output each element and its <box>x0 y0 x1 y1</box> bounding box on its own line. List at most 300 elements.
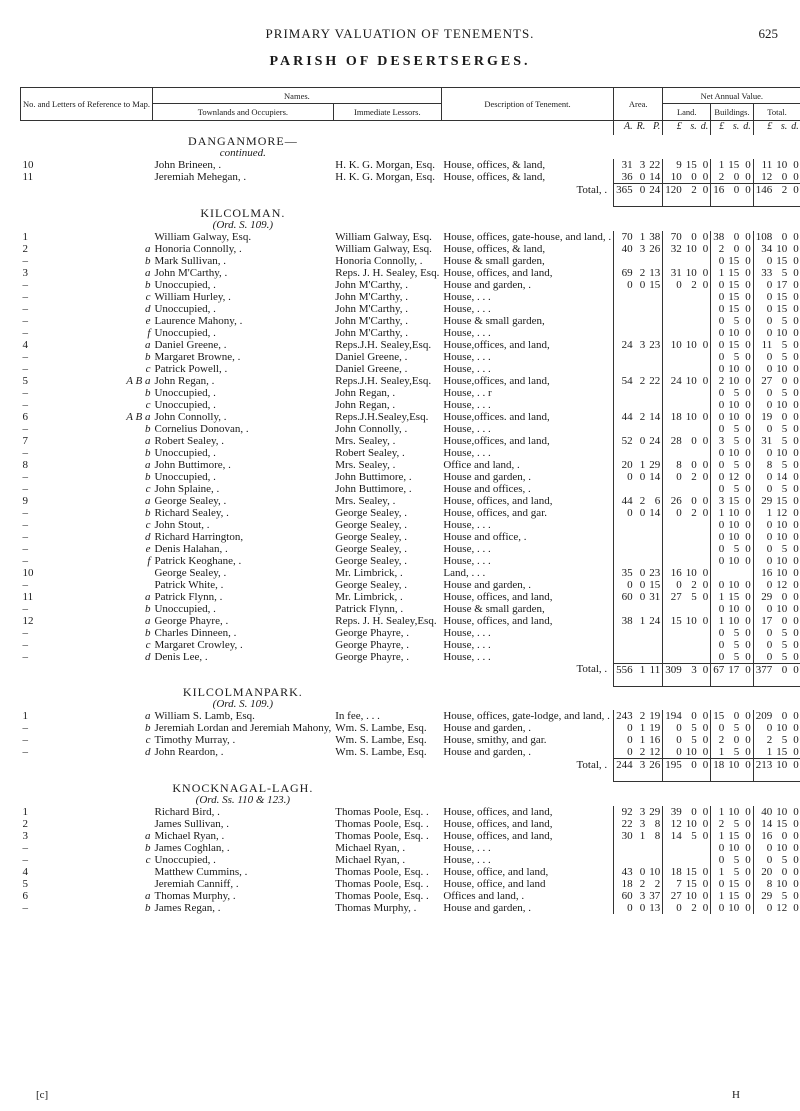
map-ref-letter: d <box>144 746 151 758</box>
map-ref-number: – <box>22 278 28 291</box>
total-land-cell: 2 <box>684 184 699 207</box>
total-value-cell: 0 <box>753 471 774 483</box>
land-value-cell: 27 <box>663 890 684 902</box>
total-value-cell: 0 <box>793 422 799 435</box>
lessor-name: Patrick Flynn, . <box>335 602 404 615</box>
occupier-name: James Regan, . <box>154 901 221 914</box>
total-value-cell: 14 <box>753 818 774 830</box>
map-ref-letter: d <box>144 530 151 543</box>
land-value-cell <box>699 255 711 267</box>
total-value-cell: 15 <box>776 254 788 267</box>
blank-cell <box>54 207 152 219</box>
area-cell: 2 <box>639 877 646 890</box>
blank-cell <box>21 147 55 159</box>
table-row <box>21 411 800 423</box>
area-cell: 38 <box>614 615 635 627</box>
tenement-description: House,offices. and land, <box>443 410 550 423</box>
occupier-name: John Buttimore, . <box>154 458 231 471</box>
tenement-description: House and office, . <box>443 530 527 543</box>
land-value-cell <box>699 842 711 854</box>
land-value-cell: 2 <box>691 278 697 291</box>
map-ref-number: – <box>22 350 28 363</box>
table-row <box>21 866 800 878</box>
tenement-description: House and garden, . <box>443 578 532 591</box>
buildings-value-cell: 0 <box>745 805 751 818</box>
buildings-value-cell: 0 <box>745 626 751 639</box>
buildings-value-cell: 0 <box>745 362 751 375</box>
buildings-value-cell: 0 <box>745 159 751 171</box>
total-value-cell: 0 <box>793 482 799 495</box>
land-value-cell: 0 <box>702 817 709 830</box>
area-cell <box>635 399 648 411</box>
area-cell: 1 <box>639 230 646 243</box>
area-cell: 2 <box>654 877 661 890</box>
total-value-cell: 0 <box>793 446 799 459</box>
tenement-description: House and garden, . <box>443 278 532 291</box>
total-bld-cell: 0 <box>741 759 753 782</box>
total-value-cell: 40 <box>753 806 774 818</box>
total-value-cell: 5 <box>781 434 788 447</box>
land-value-cell: 0 <box>663 902 684 914</box>
area-cell: 38 <box>649 230 661 243</box>
section-ordnance-row <box>21 219 800 231</box>
area-cell: 14 <box>649 470 661 483</box>
total-value-cell: 0 <box>793 650 799 663</box>
map-ref-number: – <box>22 602 28 615</box>
table-row <box>21 890 800 902</box>
total-value-cell: 0 <box>781 590 788 603</box>
land-value-cell: 0 <box>702 578 709 591</box>
buildings-value-cell: 0 <box>711 651 727 664</box>
land-value-cell <box>663 351 684 363</box>
buildings-value-cell: 0 <box>745 290 751 303</box>
lessor-name: Wm. S. Lambe, Esq. <box>335 734 427 746</box>
total-value-cell: 0 <box>753 483 774 495</box>
map-ref-letter: c <box>145 482 151 495</box>
lessor-name: George Sealey, . <box>335 542 408 555</box>
table-row <box>21 279 800 291</box>
col-description-header: Description of Tenement. <box>441 88 613 121</box>
lessor-name: John M'Carthy, . <box>335 314 409 327</box>
total-value-cell: 5 <box>781 638 788 651</box>
tenement-description: House and garden, . <box>443 470 532 483</box>
footer-signature-mark: [c] <box>36 1089 49 1101</box>
blank-cell <box>21 121 55 136</box>
table-row <box>21 878 800 890</box>
table-row <box>21 447 800 459</box>
land-value-cell <box>684 842 699 854</box>
table-row <box>21 591 800 603</box>
total-value-cell: 17 <box>753 615 774 627</box>
total-value-cell: 0 <box>793 710 799 722</box>
map-ref-letter: a <box>144 889 151 902</box>
buildings-value-cell: 5 <box>733 817 740 830</box>
total-value-cell: 29 <box>753 495 774 507</box>
tenement-description: House, offices, and land, <box>443 590 553 603</box>
land-value-cell: 0 <box>702 877 709 890</box>
blank-cell <box>333 121 441 136</box>
occupier-name: Honoria Connolly, . <box>154 242 242 255</box>
area-cell: 0 <box>639 434 646 447</box>
map-ref-letter: a <box>144 266 151 279</box>
total-bld-cell: 0 <box>726 184 741 207</box>
occupier-name: John Stout, . <box>154 518 210 531</box>
buildings-value-cell: 0 <box>745 422 751 435</box>
total-value-cell: 10 <box>776 554 788 567</box>
buildings-value-cell: 1 <box>711 159 727 171</box>
area-cell: 3 <box>639 889 646 902</box>
total-area-cell: 0 <box>635 184 648 207</box>
buildings-value-cell: 0 <box>711 291 727 303</box>
buildings-value-cell: 5 <box>733 422 740 435</box>
area-cell <box>614 603 635 615</box>
area-cell <box>647 363 663 375</box>
area-cell <box>635 842 648 854</box>
area-cell: 0 <box>614 507 635 519</box>
area-cell <box>635 363 648 375</box>
land-value-cell: 10 <box>685 566 697 579</box>
total-value-cell: 0 <box>753 519 774 531</box>
total-value-cell: 0 <box>793 829 799 842</box>
total-value-cell: 0 <box>781 410 788 423</box>
land-value-cell <box>663 627 684 639</box>
total-value-cell: 0 <box>793 386 799 399</box>
map-ref-number: 5 <box>22 877 28 890</box>
land-value-cell <box>699 327 711 339</box>
total-value-cell: 16 <box>753 567 774 579</box>
lessor-name: Thomas Poole, Esq. . <box>335 877 429 890</box>
occupier-name: John Regan, . <box>154 374 215 387</box>
tenement-description: House, . . . <box>443 350 491 363</box>
total-land-cell: 0 <box>684 759 699 782</box>
land-value-cell: 0 <box>702 614 709 627</box>
buildings-value-cell: 0 <box>711 603 727 615</box>
buildings-value-cell: 0 <box>745 171 751 183</box>
map-ref-letter <box>54 171 152 184</box>
blank-cell <box>152 663 333 686</box>
land-value-cell: 0 <box>702 159 709 171</box>
total-value-cell: 0 <box>793 350 799 363</box>
area-cell: 18 <box>614 878 635 890</box>
total-value-cell: 0 <box>793 159 799 171</box>
total-bld-cell: 0 <box>741 663 753 686</box>
buildings-value-cell: 2 <box>711 818 727 830</box>
area-cell: 26 <box>649 242 661 255</box>
table-row <box>21 710 800 722</box>
col-nav-header: Net Annual Value. <box>663 88 800 104</box>
tenement-description: House, . . . <box>443 362 491 375</box>
total-value-cell: 0 <box>793 506 799 519</box>
land-value-cell: 0 <box>702 266 709 279</box>
lessor-name: Honoria Connolly, . <box>335 254 423 267</box>
buildings-value-cell: 0 <box>711 447 727 459</box>
land-value-cell <box>663 555 684 567</box>
buildings-value-cell: 15 <box>728 889 740 902</box>
lessor-name: George Phayre, . <box>335 638 409 651</box>
buildings-value-cell: 10 <box>728 506 740 519</box>
area-cell: 0 <box>614 722 635 734</box>
area-cell: 54 <box>614 375 635 387</box>
tenement-description: House, offices, & land, <box>443 242 546 255</box>
land-value-cell <box>699 651 711 664</box>
lessor-name: Daniel Greene, . <box>335 362 408 375</box>
total-value-cell: 10 <box>776 159 788 171</box>
land-value-cell <box>699 627 711 639</box>
table-row <box>21 159 800 171</box>
buildings-value-cell: 0 <box>711 854 727 866</box>
lessor-name: John M'Carthy, . <box>335 290 409 303</box>
area-cell <box>647 327 663 339</box>
land-value-cell <box>684 387 699 399</box>
land-value-cell <box>699 351 711 363</box>
land-value-cell <box>684 423 699 435</box>
lessor-name: H. K. G. Morgan, Esq. <box>335 159 435 171</box>
total-value-cell: 15 <box>776 290 788 303</box>
total-value-cell: 5 <box>781 422 788 435</box>
total-value-cell: 12 <box>776 578 788 591</box>
area-cell: 3 <box>639 805 646 818</box>
occupier-name: William Galway, Esq. <box>154 230 252 243</box>
buildings-value-cell: 5 <box>733 746 740 758</box>
total-value-cell: 0 <box>753 399 774 411</box>
area-cell: 1 <box>639 722 646 734</box>
tenement-description: House, offices, and land, <box>443 266 553 279</box>
table-row <box>21 291 800 303</box>
total-value-cell: 0 <box>781 710 788 722</box>
land-value-cell: 2 <box>691 901 697 914</box>
lessor-name: Thomas Poole, Esq. . <box>335 865 429 878</box>
area-cell <box>614 555 635 567</box>
buildings-value-cell: 2 <box>711 375 727 387</box>
total-value-cell: 0 <box>753 531 774 543</box>
area-cell: 6 <box>654 494 661 507</box>
land-value-cell: 0 <box>691 434 697 447</box>
blank-cell <box>54 184 152 207</box>
total-value-cell: 19 <box>753 411 774 423</box>
occupier-name: Laurence Mahony, . <box>154 314 243 327</box>
table-row <box>21 339 800 351</box>
land-value-cell: 0 <box>702 338 709 351</box>
total-value-cell: 0 <box>793 865 799 878</box>
section-heading-row <box>21 135 800 147</box>
map-ref-number: – <box>22 542 28 555</box>
buildings-value-cell: 10 <box>728 901 740 914</box>
blank-cell <box>21 782 55 794</box>
buildings-value-cell: 15 <box>728 290 740 303</box>
buildings-value-cell: 15 <box>728 302 740 315</box>
table-row <box>21 435 800 447</box>
table-row <box>21 902 800 914</box>
area-cell <box>614 447 635 459</box>
buildings-value-cell: 0 <box>745 278 751 291</box>
land-value-cell: 0 <box>702 889 709 902</box>
occupier-name: Mark Sullivan, . <box>154 254 226 267</box>
total-value-cell: 0 <box>793 901 799 914</box>
total-land-cell: 3 <box>684 663 699 686</box>
land-value-cell: 0 <box>702 278 709 291</box>
buildings-value-cell: 0 <box>745 614 751 627</box>
unit-label: d. <box>743 121 751 132</box>
total-value-cell: 0 <box>793 230 799 243</box>
map-ref-number: 1 <box>22 710 28 722</box>
occupier-name: Richard Sealey, . <box>154 506 229 519</box>
blank-cell <box>152 184 333 207</box>
buildings-value-cell: 5 <box>733 865 740 878</box>
total-value-cell: 10 <box>776 398 788 411</box>
occupier-name: Unoccupied, . <box>154 326 216 339</box>
area-cell <box>635 483 648 495</box>
land-value-cell <box>663 423 684 435</box>
total-value-cell: 15 <box>776 302 788 315</box>
land-value-cell: 15 <box>685 159 697 171</box>
lessor-name: John M'Carthy, . <box>335 326 409 339</box>
area-cell <box>635 447 648 459</box>
total-value-cell: 0 <box>793 722 799 734</box>
area-cell: 22 <box>614 818 635 830</box>
map-ref-letter: a <box>144 242 151 255</box>
lessor-name: Reps.J.H. Sealey,Esq. <box>335 374 432 387</box>
area-cell: 0 <box>639 590 646 603</box>
buildings-value-cell: 10 <box>728 518 740 531</box>
lessor-name: Robert Sealey, . <box>335 446 405 459</box>
occupier-name: Denis Lee, . <box>154 650 208 663</box>
total-value-cell: 0 <box>753 303 774 315</box>
lessor-name: George Phayre, . <box>335 650 409 663</box>
table-row <box>21 615 800 627</box>
area-cell: 20 <box>614 459 635 471</box>
area-cell <box>647 519 663 531</box>
area-cell <box>614 531 635 543</box>
map-ref-number: 1 <box>22 230 28 243</box>
unit-label: s. <box>780 121 788 132</box>
buildings-value-cell: 0 <box>711 315 727 327</box>
area-cell <box>635 519 648 531</box>
map-ref-number: 2 <box>22 817 28 830</box>
total-value-cell: 0 <box>753 327 774 339</box>
total-value-cell: 10 <box>776 805 788 818</box>
map-ref-letter: a <box>144 614 151 627</box>
land-value-cell: 0 <box>702 374 709 387</box>
total-value-cell: 12 <box>753 171 774 184</box>
buildings-value-cell: 10 <box>728 602 740 615</box>
area-cell <box>635 543 648 555</box>
blank-cell <box>21 794 55 806</box>
map-ref-number: – <box>22 326 28 339</box>
area-cell <box>614 399 635 411</box>
map-ref-number: – <box>22 470 28 483</box>
tenement-description: House, . . . <box>443 398 491 411</box>
occupier-name: Unoccupied, . <box>154 302 216 315</box>
area-cell: 0 <box>639 470 646 483</box>
land-value-cell <box>663 854 684 866</box>
buildings-value-cell: 0 <box>711 842 727 854</box>
land-value-cell <box>684 555 699 567</box>
land-value-cell <box>699 483 711 495</box>
area-cell <box>647 387 663 399</box>
map-ref-number: – <box>22 482 28 495</box>
map-ref-letter: a <box>144 434 151 447</box>
total-value-cell: 5 <box>781 266 788 279</box>
buildings-value-cell: 1 <box>711 866 727 878</box>
tenement-description: House, offices, & land, <box>443 171 546 183</box>
total-value-cell: 0 <box>793 290 799 303</box>
tenement-description: House & small garden, <box>443 254 545 267</box>
land-value-cell <box>684 543 699 555</box>
total-value-cell: 5 <box>781 889 788 902</box>
buildings-value-cell: 10 <box>728 614 740 627</box>
buildings-value-cell: 1 <box>711 806 727 818</box>
area-cell <box>647 854 663 866</box>
land-value-cell: 10 <box>685 410 697 423</box>
land-value-cell: 0 <box>691 494 697 507</box>
lessor-name: Daniel Greene, . <box>335 350 408 363</box>
area-cell <box>614 842 635 854</box>
occupier-name: Margaret Browne, . <box>154 350 241 363</box>
tenement-description: House, . . . <box>443 638 491 651</box>
running-head: PRIMARY VALUATION OF TENEMENTS. <box>265 26 535 41</box>
map-ref-letter: A B a <box>126 410 151 423</box>
occupier-name: Unoccupied, . <box>154 853 216 866</box>
total-value-cell: 0 <box>793 626 799 639</box>
table-row <box>21 315 800 327</box>
buildings-value-cell: 0 <box>745 458 751 471</box>
total-value-cell: 0 <box>793 530 799 543</box>
area-cell <box>614 315 635 327</box>
map-ref-number: 4 <box>22 338 28 351</box>
land-value-cell <box>684 531 699 543</box>
blank-cell <box>54 219 152 231</box>
area-cell: 70 <box>614 231 635 243</box>
occupier-name: Patrick Flynn, . <box>154 590 223 603</box>
table-row <box>21 327 800 339</box>
occupier-name: Patrick White, . <box>154 578 224 591</box>
land-value-cell: 5 <box>691 590 697 603</box>
tenement-description: House, offices, and land, <box>443 805 553 818</box>
map-ref-letter: c <box>145 362 151 375</box>
blank-cell <box>21 698 55 710</box>
lessor-name: Mr. Limbrick, . <box>335 590 403 603</box>
buildings-value-cell: 0 <box>745 398 751 411</box>
table-row <box>21 543 800 555</box>
total-value-cell: 0 <box>793 590 799 603</box>
buildings-value-cell: 0 <box>745 242 751 255</box>
table-row <box>21 483 800 495</box>
total-value-cell: 10 <box>776 242 788 255</box>
area-cell: 2 <box>639 374 646 387</box>
blank-cell <box>21 759 55 782</box>
col-land-header: Land. <box>663 104 711 121</box>
area-cell <box>635 291 648 303</box>
total-label: Total, . <box>576 758 608 771</box>
land-value-cell <box>663 603 684 615</box>
total-value-cell: 0 <box>793 853 799 866</box>
lessor-name: Michael Ryan, . <box>335 841 406 854</box>
table-row <box>21 531 800 543</box>
table-row <box>21 423 800 435</box>
tenement-description: House, offices, and gar. <box>443 506 548 519</box>
occupier-name: Unoccupied, . <box>154 278 216 291</box>
total-value-cell: 0 <box>753 854 774 866</box>
total-value-cell: 0 <box>793 805 799 818</box>
buildings-value-cell: 0 <box>711 279 727 291</box>
blank-cell <box>54 121 152 136</box>
buildings-value-cell <box>741 567 753 579</box>
land-value-cell: 0 <box>702 171 709 183</box>
map-ref-number: – <box>22 841 28 854</box>
buildings-value-cell: 0 <box>711 902 727 914</box>
area-cell: 22 <box>649 159 661 171</box>
total-value-cell: 10 <box>776 362 788 375</box>
